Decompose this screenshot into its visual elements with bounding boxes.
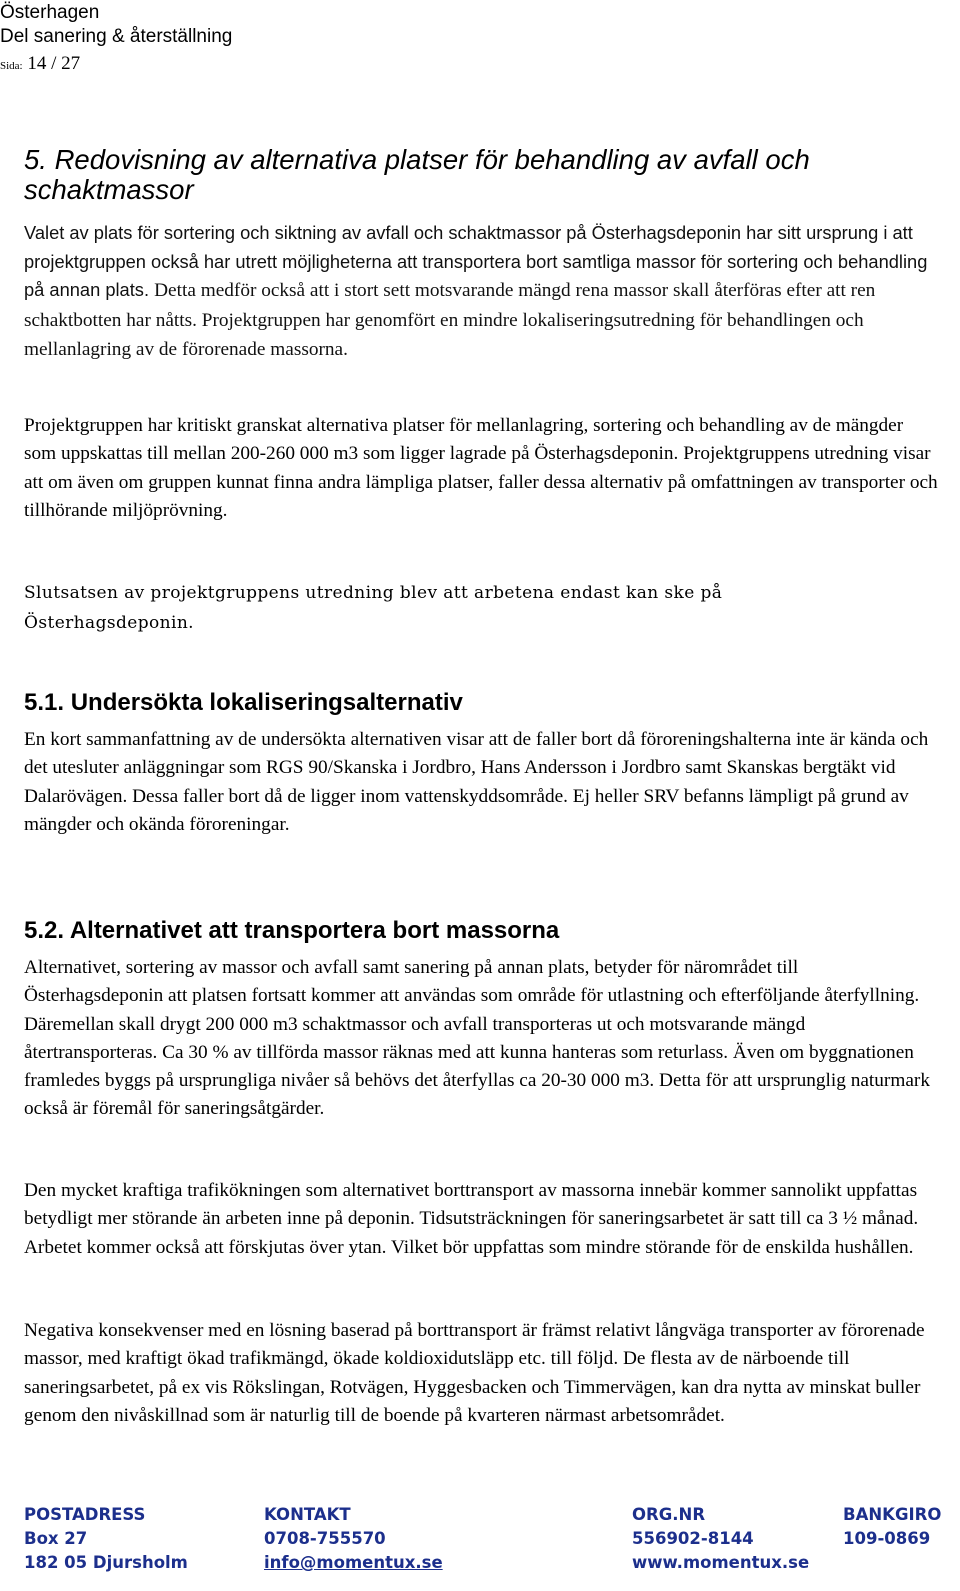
footer-bankgiro: [843, 1503, 941, 1551]
footer-kontakt: [264, 1503, 443, 1575]
footer-kontakt-label: KONTAKT: [264, 1505, 351, 1524]
footer-postadress: [24, 1503, 188, 1575]
footer-bankgiro-label: BANKGIRO: [843, 1505, 942, 1524]
footer-postadress-label: POSTADRESS: [24, 1505, 146, 1524]
section-5-2-title: Alternativet att transportera bort massorna: [69, 917, 560, 944]
footer-orgnr: [632, 1503, 809, 1575]
section-5-1-paragraph: En kort sammanfattning av de undersökta alternativen visar att de faller bort då föroreningshalterna inte är kända och det utesluter anläggningar som RGS 90/Skanska i Jordbro, Hans Andersson i Jordbro samt Skanskas bergtäkt vid Dalarövägen. Dessa faller bort då de ligger inom vattenskyddsområde. Ej heller SRV befanns lämpligt på grund av mängder och okända föroreningar.: [24, 729, 929, 835]
section-5-2-paragraph-1: Alternativet, sortering av massor och avfall samt sanering på annan plats, betyder för närområdet till Österhagsdeponin att platsen fortsatt kommer att användas som område för utlastning och efterföljande återfyllning. Däremellan skall drygt 200 000 m3 schaktmassor och avfall transporteras ut och motsvarande mängd återtransporteras. Ca 30 % av tillförda massor räknas med att kunna hanteras som returlass. Även om byggnationen framledes byggs på ursprungliga nivåer så behövs det återfyllas ca 20-30 000 m3. Detta för att ursprunglig naturmark också är föremål för saneringsåtgärder.: [24, 957, 930, 1120]
footer-postadress-line1: Box 27: [24, 1529, 88, 1548]
section-5-2-paragraph-3: Negativa konsekvenser med en lösning baserad på borttransport är främst relativt långväga transporter av förorenade massor, med kraftigt ökad trafikmängd, ökade koldioxidutsläpp etc. till följd. De flesta av de närboende till saneringsarbetet, på ex vis Rökslingan, Rotvägen, Hyggesbacken och Timmervägen, kan dra nytta av minskat buller genom den nivåskillnad som är naturlig till de boende på kvarteren närmast arbetsområdet.: [24, 1320, 925, 1426]
section-5-paragraph-1a: Valet av plats för sortering och siktning av avfall och schaktmassor på Österhagsdeponin har sitt ursprung i att projektgruppen också har utrett möjligheterna att transportera bort samtliga massor för sortering och behandling på annan plats.: [24, 222, 928, 300]
page-number: 14 / 27: [27, 53, 81, 74]
footer-website-link[interactable]: www.momentux.se: [632, 1553, 810, 1572]
footer-orgnr-label: ORG.NR: [632, 1505, 706, 1524]
footer-orgnr-value: 556902-8144: [632, 1529, 754, 1548]
section-5-1-title: Undersökta lokaliseringsalternativ: [70, 689, 463, 716]
section-5-conclusion: Slutsatsen av projektgruppens utredning blev att arbetena endast kan ske på Österhagsdeponin.: [24, 583, 723, 633]
section-5-1-heading: [24, 688, 463, 718]
footer-phone: 0708-755570: [264, 1529, 386, 1548]
footer-email-link[interactable]: info@momentux.se: [264, 1553, 443, 1572]
footer-bankgiro-value: 109-0869: [843, 1529, 931, 1548]
page-footer: [0, 1503, 960, 1591]
section-5-heading: 5. Redovisning av alternativa platser för behandling av avfall och schaktmassor: [24, 144, 810, 205]
section-5-paragraph-2: Projektgruppen har kritiskt granskat alternativa platser för mellanlagring, sortering och behandling av de mängder som uppskattas till mellan 200-260 000 m3 som ligger lagrade på Österhagsdeponin. Projektgruppens utredning visar att om även om gruppen kunnat finna andra lämpliga platser, faller dessa alternativ på omfattningen av transporter och tillhörande miljöprövning.: [24, 415, 938, 521]
footer-postadress-line2: 182 05 Djursholm: [24, 1553, 188, 1572]
header-subtitle: Del sanering & återställning: [0, 26, 233, 47]
section-5-paragraph-1b: Detta medför också att i stort sett motsvarande mängd rena massor skall återföras efter att ren schaktbotten har nåtts. Projektgruppen har genomfört en mindre lokaliseringsutredning för behandlingen och mellanlagring av de förorenade massorna.: [24, 280, 876, 360]
section-5-2-number: 5.2.: [24, 917, 65, 944]
section-5-2-heading: [24, 916, 559, 946]
page-indicator: [0, 53, 80, 77]
section-5-paragraph-1: [24, 219, 940, 365]
header-org: Österhagen: [0, 2, 100, 23]
section-5-2-paragraph-2: Den mycket kraftiga trafikökningen som alternativet borttransport av massorna innebär kommer sannolikt uppfattas betydligt mer störande än arbeten inne på deponin. Tidsutsträckningen för saneringsarbetet är satt till ca 3 ½ månad. Arbetet kommer också att förskjutas över ytan. Vilket bör uppfattas som mindre störande för de enskilda hushållen.: [24, 1180, 919, 1258]
page-label: Sida:: [0, 60, 23, 72]
section-5-1-number: 5.1.: [24, 689, 65, 716]
